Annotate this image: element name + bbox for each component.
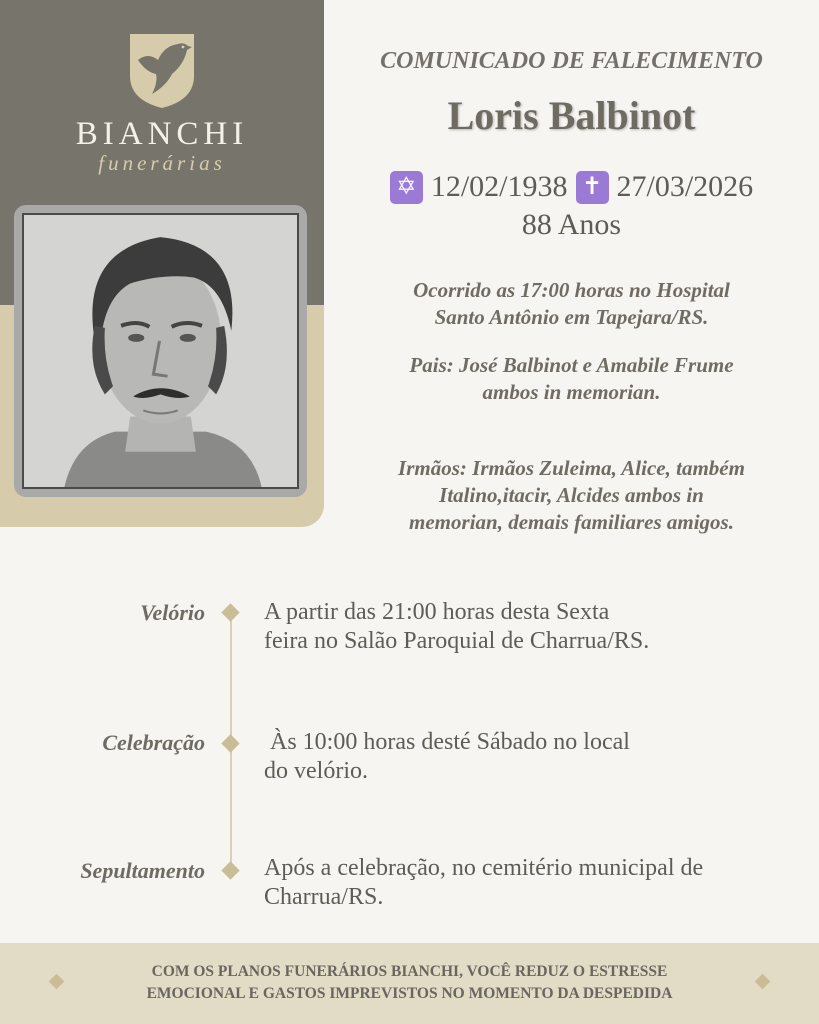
footer-text [80,961,739,1005]
brand-name: BIANCHI [75,116,249,152]
siblings-line: Italino,itacir, Alcides ambos in [439,483,704,507]
latin-cross-icon: ✝ [576,171,609,204]
portrait-frame [14,205,307,497]
brand-subtitle: funerárias [98,151,226,175]
siblings-line: Irmãos: Irmãos Zuleima, Alice, também [398,456,745,480]
death-date: 27/03/2026 [616,170,754,203]
event-label-sepultamento: Sepultamento [80,858,205,883]
brand-logo [0,30,324,176]
footer-line: COM OS PLANOS FUNERÁRIOS BIANCHI, VOCÊ REDUZ O ESTRESSE [151,963,668,980]
occurrence-text [324,277,819,331]
siblings-line: memorian, demais familiares amigos. [409,510,734,534]
parents-text [324,352,819,406]
event-label-celebracao: Celebração [102,730,205,755]
event-line: do velório. [264,758,368,784]
portrait-photo [22,213,299,489]
life-dates [324,170,819,204]
event-text-sepultamento [264,854,744,912]
event-line: feira no Salão Paroquial de Charrua/RS. [264,628,650,654]
occurrence-line: Ocorrido as 17:00 horas no Hospital [413,278,730,302]
timeline-diamond [221,734,239,752]
event-line: A partir das 21:00 horas desta Sexta [264,599,610,625]
parents-line: Pais: José Balbinot e Amabile Frume [409,353,734,377]
event-label-velorio: Velório [140,600,205,625]
dove-shield-icon [126,30,198,110]
birth-date: 12/02/1938 [430,170,568,203]
event-text-velorio [264,598,744,656]
occurrence-line: Santo Antônio em Tapejara/RS. [434,305,709,329]
parents-line: ambos in memorian. [482,380,661,404]
age: 88 Anos [521,208,622,241]
timeline-diamond [221,861,239,879]
star-of-david-icon: ✡ [390,171,423,204]
event-text-celebracao [264,728,744,786]
footer-line: EMOCIONAL E GASTOS IMPREVISTOS NO MOMENTO DA DESPEDIDA [146,985,673,1002]
event-line: Charrua/RS. [264,884,384,910]
footer-banner [0,943,819,1024]
siblings-text [324,455,819,536]
timeline-diamond [221,603,239,621]
event-line: Às 10:00 horas desté Sábado no local [264,729,630,755]
deceased-name: Loris Balbinot [447,93,696,138]
event-line: Após a celebração, no cemitério municipal de [264,855,704,881]
notice-headline: COMUNICADO DE FALECIMENTO [380,48,763,74]
